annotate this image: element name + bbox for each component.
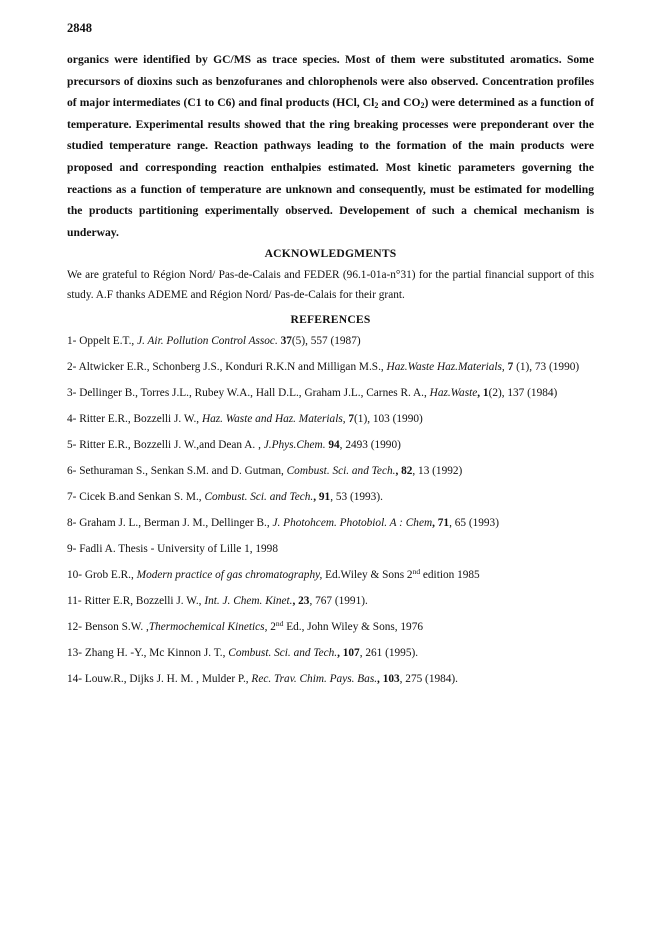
reference-authors: 4- Ritter E.R., Bozzelli J. W., (67, 412, 202, 425)
reference-journal: Haz.Waste (429, 386, 478, 399)
reference-journal: J. Air. Pollution Control Assoc. (137, 334, 278, 347)
reference-item (67, 487, 594, 507)
reference-authors: 2- Altwicker E.R., Schonberg J.S., Konduri R.K.N and Milligan M.S., (67, 360, 387, 373)
reference-volume: , 82 (395, 464, 413, 477)
reference-volume: , 23 (292, 594, 310, 607)
reference-item (67, 383, 594, 403)
reference-volume: 37 (277, 334, 292, 347)
reference-item (67, 331, 594, 351)
page-number: 2848 (67, 21, 92, 35)
reference-item (67, 565, 594, 585)
reference-details: , 2 (264, 620, 276, 633)
acknowledgments-text: We are grateful to Région Nord/ Pas-de-Calais and FEDER (96.1-01a-n°31) for the partial financial support of this study. A.F thanks ADEME and Région Nord/ Pas-de-Calais for their grant. (67, 268, 594, 301)
reference-authors: 5- Ritter E.R., Bozzelli J. W.,and Dean A. , (67, 438, 264, 451)
paper-page (67, 20, 594, 695)
reference-authors: 13- Zhang H. -Y., Mc Kinnon J. T., (67, 646, 229, 659)
reference-item (67, 409, 594, 429)
references-heading: REFERENCES (290, 312, 371, 326)
reference-authors: 10- Grob E.R., (67, 568, 137, 581)
reference-journal: Haz. Waste and Haz. Materials, (201, 412, 346, 425)
reference-journal: Haz.Waste Haz.Materials, (386, 360, 505, 373)
reference-authors: 3- Dellinger B., Torres J.L., Rubey W.A., Hall D.L., Graham J.L., Carnes R. A., (67, 386, 430, 399)
reference-details: , 65 (1993) (449, 516, 499, 529)
reference-journal: J. Photohcem. Photobiol. A : Chem (272, 516, 433, 529)
reference-authors: 9- Fadli A. Thesis - University of Lille 1, 1998 (67, 542, 278, 555)
reference-item (67, 669, 594, 689)
reference-volume: , 1 (477, 386, 489, 399)
reference-item (67, 617, 594, 637)
acknowledgments-heading: ACKNOWLEDGMENTS (264, 247, 397, 261)
reference-item (67, 357, 594, 377)
reference-volume: 7 (504, 360, 514, 373)
reference-authors: 6- Sethuraman S., Senkan S.M. and D. Gutman, (67, 464, 287, 477)
reference-item (67, 591, 594, 611)
reference-journal: Combust. Sci. and Tech. (228, 646, 338, 659)
reference-details: (1), 103 (1990) (354, 412, 423, 425)
reference-item (67, 461, 594, 481)
reference-item (67, 643, 594, 663)
reference-details: Ed.Wiley & Sons 2 (322, 568, 413, 581)
reference-journal: Rec. Trav. Chim. Pays. Bas. (251, 672, 378, 685)
reference-journal: J.Phys.Chem. (263, 438, 326, 451)
reference-item (67, 539, 594, 559)
reference-volume: , 107 (337, 646, 360, 659)
reference-list (67, 331, 594, 689)
subscript-cl2: 2 (374, 101, 379, 111)
reference-volume: , 91 (313, 490, 331, 503)
reference-details: (2), 137 (1984) (488, 386, 558, 399)
reference-volume: , 103 (377, 672, 400, 685)
reference-item (67, 435, 594, 455)
reference-details-continued: edition 1985 (420, 568, 480, 581)
reference-superscript: nd (412, 566, 421, 576)
reference-details: , 2493 (1990) (339, 438, 401, 451)
reference-details-continued: Ed., John Wiley & Sons, 1976 (283, 620, 424, 633)
reference-superscript: nd (275, 618, 284, 628)
reference-volume: 7 (345, 412, 355, 425)
reference-authors: 11- Ritter E.R, Bozzelli J. W., (67, 594, 205, 607)
reference-journal: Int. J. Chem. Kinet. (204, 594, 293, 607)
abstract-text-part-1: organics were identified by GC/MS as trace species. Most of them were substituted aromatics. Some precursors of dioxins such as benzofuranes and chlorophenols were also observed. Concentration profiles of major intermediates (C1 to C6) and final products (HCl, Cl (67, 53, 594, 110)
reference-authors: 12- Benson S.W. , (67, 620, 149, 633)
reference-authors: 8- Graham J. L., Berman J. M., Dellinger B., (67, 516, 273, 529)
reference-journal: Combust. Sci. and Tech. (286, 464, 396, 477)
reference-details: , 275 (1984). (399, 672, 459, 685)
reference-authors: 7- Cicek B.and Senkan S. M., (67, 490, 205, 503)
abstract-text-part-3: ) were determined as a function of temperature. Experimental results showed that the ring breaking processes were preponderant over the studied temperature range. Reaction pathways leading to the formation of the main products were proposed and corresponding reaction enthalpies estimated. Most kinetic parameters governing the reactions as a function of temperature are unknown and consequently, must be estimated for modelling the products partitioning experimentally observed. Developement of such a chemical mechanism is underway. (67, 96, 594, 239)
reference-volume: 94 (325, 438, 340, 451)
subscript-co2: 2 (420, 101, 425, 111)
reference-details: , 13 (1992) (412, 464, 463, 477)
reference-item (67, 513, 594, 533)
reference-journal: Combust. Sci. and Tech. (204, 490, 314, 503)
reference-details: , 767 (1991). (309, 594, 368, 607)
reference-details: , 261 (1995). (359, 646, 419, 659)
reference-authors: 1- Oppelt E.T., (67, 334, 138, 347)
reference-details: , 53 (1993). (330, 490, 383, 503)
abstract-text-part-2: and CO (378, 96, 421, 110)
reference-volume: , 71 (432, 516, 450, 529)
abstract-continuation (67, 49, 594, 243)
reference-journal: Thermochemical Kinetics (148, 620, 265, 633)
reference-authors: 14- Louw.R., Dijks J. H. M. , Mulder P., (67, 672, 252, 685)
reference-details: (1), 73 (1990) (513, 360, 580, 373)
reference-details: (5), 557 (1987) (291, 334, 361, 347)
reference-journal: Modern practice of gas chromatography, (136, 568, 323, 581)
